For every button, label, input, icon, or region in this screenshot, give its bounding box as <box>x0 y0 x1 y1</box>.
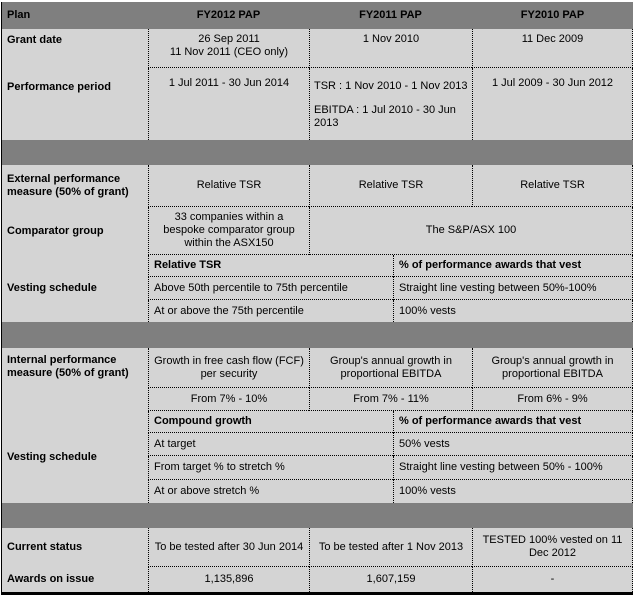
performance-period-fy2011-ebitda: EBITDA : 1 Jul 2010 - 30 Jun 2013 <box>314 104 456 129</box>
grant-date-label: Grant date <box>7 34 63 46</box>
internal-range-fy2011-cell: From 7% - 11% <box>309 388 472 411</box>
awards-fy2012-cell: 1,135,896 <box>148 567 309 592</box>
internal-vesting-row1-outcome: 50% vests <box>393 433 633 456</box>
header-col-fy2011: FY2011 PAP <box>359 9 422 21</box>
internal-measure-fy2010-cell: Group's annual growth in proportional EBITDA <box>472 348 633 388</box>
grant-date-fy2012-line2: 11 Nov 2011 (CEO only) <box>169 46 289 58</box>
internal-vesting-row3-outcome: 100% vests <box>393 480 633 503</box>
internal-vesting-header-right: % of performance awards that vest <box>393 411 633 433</box>
internal-vesting-row3-condition: At or above stretch % <box>148 480 393 503</box>
grant-date-fy2011-cell: 1 Nov 2010 <box>309 29 472 68</box>
grant-date-fy2012-cell <box>148 29 309 68</box>
awards-fy2010-cell: - <box>472 567 633 592</box>
performance-period-fy2011-cell <box>309 68 472 140</box>
grant-performance-section <box>2 29 633 140</box>
performance-period-fy2010-cell: 1 Jul 2009 - 30 Jun 2012 <box>472 68 633 140</box>
internal-measure-fy2011-cell: Group's annual growth in proportional EBITDA <box>309 348 472 388</box>
awards-fy2011-cell: 1,607,159 <box>309 567 472 592</box>
header-col-fy2010: FY2010 PAP <box>520 9 585 21</box>
internal-vesting-row2-outcome: Straight line vesting between 50% - 100% <box>393 456 633 480</box>
table-header-row <box>2 2 633 29</box>
external-measure-fy2010-cell: Relative TSR <box>472 165 633 207</box>
internal-measure-fy2012-cell: Growth in free cash flow (FCF) per security <box>148 348 309 388</box>
performance-plan-table <box>1 2 633 595</box>
external-measure-label: External performance measure (50% of grant) <box>7 173 129 198</box>
external-vesting-header-right: % of performance awards that vest <box>393 255 633 277</box>
external-vesting-row1-outcome: Straight line vesting between 50%-100% <box>393 277 633 300</box>
header-plan-label: Plan <box>7 9 31 21</box>
grant-date-fy2012-line1: 26 Sep 2011 <box>198 33 260 45</box>
current-status-fy2010-cell: TESTED 100% vested on 11 Dec 2012 <box>472 528 633 567</box>
external-measure-section <box>2 165 633 255</box>
separator-band-2 <box>2 322 633 348</box>
external-vesting-row2-outcome: 100% vests <box>393 300 633 322</box>
internal-vesting-header-left: Compound growth <box>148 411 393 433</box>
internal-vesting-row1-condition: At target <box>148 433 393 456</box>
internal-vesting-row2-condition: From target % to stretch % <box>148 456 393 480</box>
separator-band-3 <box>2 503 633 528</box>
status-section <box>2 528 633 592</box>
internal-measure-label: Internal performance measure (50% of grant) <box>7 354 129 379</box>
awards-on-issue-label: Awards on issue <box>7 573 95 585</box>
comparator-group-label: Comparator group <box>7 224 104 237</box>
internal-vesting-label: Vesting schedule <box>7 450 97 463</box>
internal-range-fy2012-cell: From 7% - 10% <box>148 388 309 411</box>
external-vesting-header-left: Relative TSR <box>148 255 393 277</box>
current-status-fy2011-cell: To be tested after 1 Nov 2013 <box>309 528 472 567</box>
performance-period-label: Performance period <box>7 81 111 93</box>
external-vesting-row1-condition: Above 50th percentile to 75th percentile <box>148 277 393 300</box>
current-status-fy2012-cell: To be tested after 30 Jun 2014 <box>148 528 309 567</box>
external-vesting-row2-condition: At or above the 75th percentile <box>148 300 393 322</box>
external-vesting-label: Vesting schedule <box>7 282 97 294</box>
external-vesting-section <box>2 255 633 322</box>
internal-measure-section <box>2 348 633 411</box>
separator-band-1 <box>2 140 633 165</box>
internal-range-fy2010-cell: From 6% - 9% <box>472 388 633 411</box>
external-measure-fy2011-cell: Relative TSR <box>309 165 472 207</box>
current-status-label: Current status <box>7 541 83 553</box>
performance-period-fy2012-cell: 1 Jul 2011 - 30 Jun 2014 <box>148 68 309 140</box>
comparator-fy2012-cell: 33 companies within a bespoke comparator group within the ASX150 <box>148 207 309 255</box>
comparator-merged-cell: The S&P/ASX 100 <box>309 207 633 255</box>
grant-date-fy2010-cell: 11 Dec 2009 <box>472 29 633 68</box>
performance-period-fy2011-tsr: TSR : 1 Nov 2010 - 1 Nov 2013 <box>314 80 468 92</box>
internal-vesting-section <box>2 411 633 503</box>
header-col-fy2012: FY2012 PAP <box>196 9 261 21</box>
external-measure-fy2012-cell: Relative TSR <box>148 165 309 207</box>
